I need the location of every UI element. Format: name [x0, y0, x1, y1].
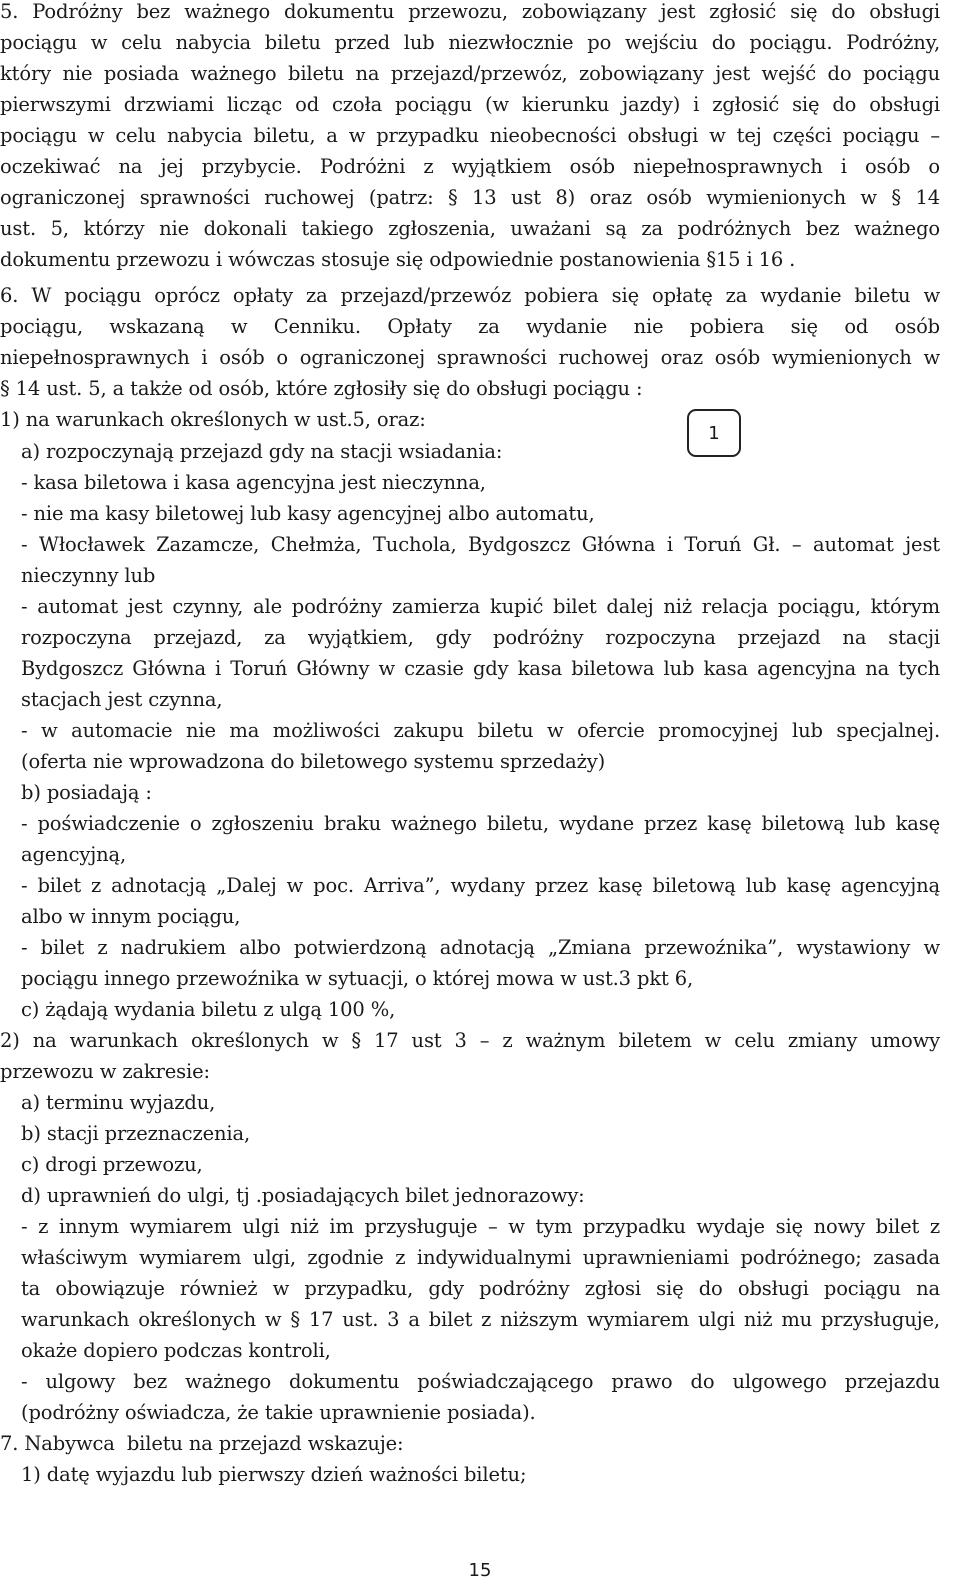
- text-line: 1) na warunkach określonych w ust.5, oraz:: [0, 408, 426, 431]
- text-line: c) żądają wydania biletu z ulgą 100 %,: [21, 998, 396, 1021]
- text-line: pociągu, wskazaną w Cenniku. Opłaty za wydanie nie pobiera się od osób: [0, 315, 940, 338]
- page-number: 15: [468, 1560, 492, 1581]
- text-line: albo w innym pociągu,: [21, 905, 241, 928]
- text-line: pociągu w celu nabycia biletu przed lub niezwłocznie po wejściu do pociągu. Podróżny,: [0, 31, 940, 54]
- text-line: ograniczonej sprawności ruchowej (patrz: § 13 ust 8) oraz osób wymienionych w § 14: [0, 186, 940, 209]
- numbered-box: 1: [687, 409, 741, 457]
- text-line: pociągu w celu nabycia biletu, a w przypadku nieobecności obsługi w tej części pociągu –: [0, 124, 940, 147]
- text-line: - ulgowy bez ważnego dokumentu poświadczającego prawo do ulgowego przejazdu: [21, 1370, 940, 1393]
- text-line: nieczynny lub: [21, 564, 156, 587]
- text-line: a) rozpoczynają przejazd gdy na stacji wsiadania:: [21, 440, 503, 463]
- text-line: pierwszymi drzwiami licząc od czoła pociągu (w kierunku jazdy) i zgłosić się do obsługi: [0, 93, 940, 116]
- text-line: - automat jest czynny, ale podróżny zamierza kupić bilet dalej niż relacja pociągu, którym: [21, 595, 940, 618]
- text-line: 6. W pociągu oprócz opłaty za przejazd/przewóz pobiera się opłatę za wydanie biletu w: [0, 284, 940, 307]
- text-line: - w automacie nie ma możliwości zakupu biletu w ofercie promocyjnej lub specjalnej.: [21, 719, 940, 742]
- text-line: stacjach jest czynna,: [21, 688, 223, 711]
- text-line: - bilet z adnotacją „Dalej w poc. Arriva”, wydany przez kasę biletową lub kasę agencyjną: [21, 874, 940, 897]
- text-line: 7. Nabywca biletu na przejazd wskazuje:: [0, 1432, 404, 1455]
- text-line: rozpoczyna przejazd, za wyjątkiem, gdy podróżny rozpoczyna przejazd na stacji: [21, 626, 940, 649]
- text-line: warunkach określonych w § 17 ust. 3 a bilet z niższym wymiarem ulgi niż mu przysługuje,: [21, 1308, 940, 1331]
- text-line: - kasa biletowa i kasa agencyjna jest nieczynna,: [21, 471, 486, 494]
- text-line: właściwym wymiarem ulgi, zgodnie z indywidualnymi uprawnieniami podróżnego; zasada: [21, 1246, 940, 1269]
- text-line: - bilet z nadrukiem albo potwierdzoną adnotacją „Zmiana przewoźnika”, wystawiony w: [21, 936, 940, 959]
- text-line: (podróżny oświadcza, że takie uprawnienie posiada).: [21, 1401, 536, 1424]
- text-line: okaże dopiero podczas kontroli,: [21, 1339, 331, 1362]
- text-line: § 14 ust. 5, a także od osób, które zgłosiły się do obsługi pociągu :: [0, 377, 643, 400]
- text-line: c) drogi przewozu,: [21, 1153, 203, 1176]
- text-line: Bydgoszcz Główna i Toruń Główny w czasie gdy kasa biletowa lub kasa agencyjna na tych: [21, 657, 940, 680]
- text-line: d) uprawnień do ulgi, tj .posiadających bilet jednorazowy:: [21, 1184, 585, 1207]
- text-line: przewozu w zakresie:: [0, 1060, 210, 1083]
- text-line: (oferta nie wprowadzona do biletowego systemu sprzedaży): [21, 750, 606, 773]
- text-line: - z innym wymiarem ulgi niż im przysługuje – w tym przypadku wydaje się nowy bilet z: [21, 1215, 940, 1238]
- text-line: 2) na warunkach określonych w § 17 ust 3 – z ważnym biletem w celu zmiany umowy: [0, 1029, 940, 1052]
- text-line: - nie ma kasy biletowej lub kasy agencyjnej albo automatu,: [21, 502, 595, 525]
- text-line: - Włocławek Zazamcze, Chełmża, Tuchola, Bydgoszcz Główna i Toruń Gł. – automat jest: [21, 533, 940, 556]
- text-line: niepełnosprawnych i osób o ograniczonej sprawności ruchowej oraz osób wymienionych w: [0, 346, 940, 369]
- text-line: agencyjną,: [21, 843, 127, 866]
- text-line: 5. Podróżny bez ważnego dokumentu przewozu, zobowiązany jest zgłosić się do obsługi: [0, 0, 940, 23]
- text-line: ta obowiązuje również w przypadku, gdy podróżny zgłosi się do obsługi pociągu na: [21, 1277, 940, 1300]
- text-line: 1) datę wyjazdu lub pierwszy dzień ważności biletu;: [21, 1463, 527, 1486]
- text-line: b) stacji przeznaczenia,: [21, 1122, 250, 1145]
- text-line: - poświadczenie o zgłoszeniu braku ważnego biletu, wydane przez kasę biletową lub kasę: [21, 812, 940, 835]
- text-line: ust. 5, którzy nie dokonali takiego zgłoszenia, uważani są za podróżnych bez ważnego: [0, 217, 940, 240]
- text-line: dokumentu przewozu i wówczas stosuje się odpowiednie postanowienia §15 i 16 .: [0, 248, 796, 271]
- text-line: b) posiadają :: [21, 781, 152, 804]
- text-line: a) terminu wyjazdu,: [21, 1091, 216, 1114]
- text-line: oczekiwać na jej przybycie. Podróżni z wyjątkiem osób niepełnosprawnych i osób o: [0, 155, 940, 178]
- text-line: który nie posiada ważnego biletu na przejazd/przewóz, zobowiązany jest wejść do pociągu: [0, 62, 940, 85]
- text-line: pociągu innego przewoźnika w sytuacji, o której mowa w ust.3 pkt 6,: [21, 967, 694, 990]
